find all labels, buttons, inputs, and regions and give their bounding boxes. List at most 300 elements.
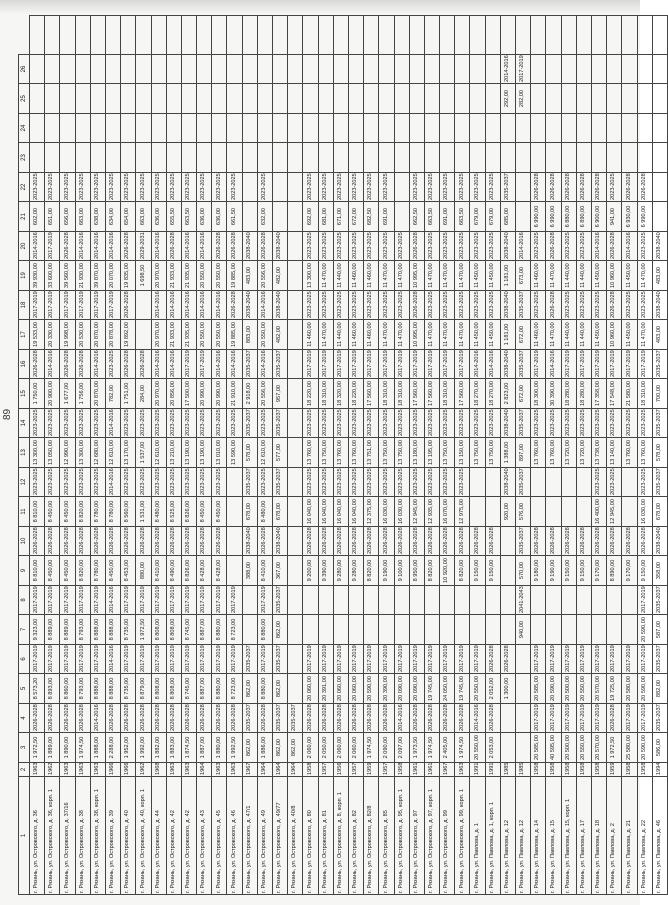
value-cell: 8 810,00 xyxy=(30,497,45,527)
value-cell: 20 585,00 xyxy=(531,733,546,763)
value-cell: 19 533,00 xyxy=(30,320,45,350)
value-cell xyxy=(288,674,303,704)
value-cell xyxy=(561,84,576,114)
value-cell: 20 330,00 xyxy=(45,320,60,350)
value-cell xyxy=(500,733,515,763)
value-cell xyxy=(576,114,591,143)
value-cell: 2017-2019 xyxy=(394,350,409,379)
value-cell: 2023-2025 xyxy=(257,173,272,202)
value-cell: 13 190,00 xyxy=(197,438,212,468)
value-cell: 2026-2028 xyxy=(303,704,318,733)
value-cell: 2017-2019 xyxy=(531,704,546,733)
value-cell: 2023-2025 xyxy=(333,409,348,438)
value-cell: 9 190,00 xyxy=(546,556,561,586)
column-number: 8 xyxy=(19,586,30,615)
table-row xyxy=(637,16,652,895)
value-cell: 2014-2016 xyxy=(90,704,105,733)
value-cell: 2023-2025 xyxy=(424,173,439,202)
value-cell: 2023-2025 xyxy=(197,468,212,497)
value-cell: 39 870,00 xyxy=(90,261,105,291)
value-cell: 2026-2028 xyxy=(227,291,242,320)
value-cell xyxy=(212,55,227,84)
value-cell: 2026-2028 xyxy=(257,527,272,556)
value-cell: 2 050,00 xyxy=(318,733,333,763)
value-cell xyxy=(333,615,348,645)
value-cell: 2017-2019 xyxy=(303,645,318,674)
value-cell xyxy=(485,468,500,497)
value-cell xyxy=(288,468,303,497)
value-cell xyxy=(379,586,394,615)
value-cell: 940,00 xyxy=(516,615,531,645)
value-cell: 8 480,00 xyxy=(257,497,272,527)
value-cell: 18 280,00 xyxy=(561,379,576,409)
value-cell: 2014-2016 xyxy=(151,232,166,261)
value-cell: 2026-2028 xyxy=(257,704,272,733)
table-row xyxy=(90,16,105,895)
value-cell xyxy=(257,114,272,143)
value-cell: 20 390,00 xyxy=(379,674,394,704)
value-cell xyxy=(394,143,409,173)
value-cell xyxy=(45,143,60,173)
value-cell: 691,00 xyxy=(379,202,394,232)
value-cell: 2026-2028 xyxy=(607,291,622,320)
value-cell xyxy=(105,55,120,84)
value-cell xyxy=(516,202,531,232)
year-cell: 1967 xyxy=(440,763,455,777)
value-cell xyxy=(576,468,591,497)
value-cell: 2038-2040 xyxy=(273,291,288,320)
value-cell xyxy=(227,143,242,173)
value-cell: 2023-2025 xyxy=(485,291,500,320)
value-cell: 2035-2037 xyxy=(516,291,531,320)
value-cell xyxy=(379,143,394,173)
value-cell: 2026-2028 xyxy=(455,527,470,556)
value-cell: 1 886,00 xyxy=(257,733,272,763)
value-cell xyxy=(622,114,637,143)
value-cell: 11 450,00 xyxy=(591,261,606,291)
value-cell: 2017-2019 xyxy=(531,645,546,674)
value-cell: 10 960,00 xyxy=(607,320,622,350)
value-cell: 2035-2037 xyxy=(652,704,667,733)
value-cell xyxy=(288,438,303,468)
value-cell: 2023-2025 xyxy=(166,173,181,202)
value-cell: 587,00 xyxy=(652,615,667,645)
value-cell xyxy=(136,291,151,320)
value-cell: 8 450,00 xyxy=(60,556,75,586)
column-number: 24 xyxy=(19,114,30,143)
value-cell: 2026-2028 xyxy=(166,704,181,733)
value-cell: 1 974,50 xyxy=(364,733,379,763)
value-cell xyxy=(500,586,515,615)
value-cell: 2017-2019 xyxy=(45,586,60,615)
value-cell: 483,00 xyxy=(652,261,667,291)
value-cell: 2026-2028 xyxy=(30,527,45,556)
column-number: 20 xyxy=(19,232,30,261)
value-cell: 678,00 xyxy=(652,497,667,527)
value-cell: 2017-2019 xyxy=(197,645,212,674)
value-cell xyxy=(531,468,546,497)
value-cell xyxy=(257,55,272,84)
value-cell: 2026-2028 xyxy=(136,350,151,379)
value-cell: 2014-2016 xyxy=(105,586,120,615)
value-cell: 8 860,00 xyxy=(60,674,75,704)
value-cell: 1 972,50 xyxy=(607,733,622,763)
table-row xyxy=(227,16,242,895)
address-cell: г. Рязань, ул. Островского, д. 95, корп. 1 xyxy=(394,777,409,895)
value-cell: 2023-2025 xyxy=(151,409,166,438)
value-cell xyxy=(181,55,196,84)
value-cell: 20 060,00 xyxy=(333,674,348,704)
value-cell: 11 440,00 xyxy=(576,261,591,291)
year-cell: 1959 xyxy=(364,763,379,777)
value-cell xyxy=(60,55,75,84)
value-cell xyxy=(455,55,470,84)
year-cell: 1991 xyxy=(485,763,500,777)
value-cell: 11 440,00 xyxy=(333,320,348,350)
value-cell: 13 738,00 xyxy=(591,438,606,468)
column-number: 22 xyxy=(19,173,30,202)
value-cell: 1 972,50 xyxy=(136,615,151,645)
value-cell: 2023-2025 xyxy=(90,173,105,202)
year-cell: 1958 xyxy=(576,763,591,777)
value-cell: 1 972,50 xyxy=(30,733,45,763)
value-cell: 20 590,00 xyxy=(364,674,379,704)
value-cell: 8 453,00 xyxy=(121,556,136,586)
value-cell xyxy=(440,586,455,615)
value-cell: 2023-2025 xyxy=(561,232,576,261)
value-cell: 20 970,00 xyxy=(151,320,166,350)
table-row xyxy=(440,16,455,895)
value-cell: 2026-2028 xyxy=(105,704,120,733)
year-cell: 1958 xyxy=(637,763,652,777)
value-cell: 2023-2025 xyxy=(227,173,242,202)
value-cell: 2026-2028 xyxy=(333,527,348,556)
value-cell: 284,00 xyxy=(136,379,151,409)
value-cell: 2014-2016 xyxy=(394,704,409,733)
value-cell: 8 793,00 xyxy=(75,615,90,645)
value-cell xyxy=(45,16,60,55)
value-cell: 8 820,00 xyxy=(364,556,379,586)
address-cell: г. Рязань, ул. Островского, д. 82 xyxy=(348,777,363,895)
value-cell: 2023-2025 xyxy=(45,409,60,438)
value-cell: 2023-2025 xyxy=(364,173,379,202)
value-cell: 2023-2025 xyxy=(455,409,470,438)
value-cell xyxy=(485,497,500,527)
value-cell xyxy=(75,143,90,173)
value-cell: 19 835,00 xyxy=(121,261,136,291)
value-cell xyxy=(288,556,303,586)
value-cell: 11 440,00 xyxy=(561,320,576,350)
value-cell: 2026-2028 xyxy=(485,645,500,674)
value-cell: 2017-2019 xyxy=(90,645,105,674)
value-cell: 2023-2025 xyxy=(303,468,318,497)
value-cell: 8 887,00 xyxy=(197,674,212,704)
value-cell: 578,00 xyxy=(242,438,257,468)
value-cell xyxy=(500,114,515,143)
value-cell: 2023-2025 xyxy=(151,173,166,202)
value-cell: 2026-2028 xyxy=(151,704,166,733)
value-cell: 20 550,00 xyxy=(257,320,272,350)
value-cell: 638,00 xyxy=(90,202,105,232)
value-cell: 2035-2037 xyxy=(273,350,288,379)
value-cell xyxy=(288,143,303,173)
address-cell: г. Рязань, ул. Островского, д. 46 xyxy=(227,777,242,895)
value-cell xyxy=(151,84,166,114)
value-cell: 11 470,00 xyxy=(455,261,470,291)
value-cell: 2017-2019 xyxy=(197,586,212,615)
year-cell: 1963 xyxy=(212,763,227,777)
value-cell: 663,50 xyxy=(424,202,439,232)
value-cell: 2026-2028 xyxy=(348,704,363,733)
value-cell: 2017-2019 xyxy=(424,350,439,379)
value-cell: 8 450,00 xyxy=(45,556,60,586)
table-row xyxy=(333,16,348,895)
value-cell: 16 030,00 xyxy=(637,497,652,527)
value-cell: 10 995,00 xyxy=(409,320,424,350)
value-cell: 13 760,00 xyxy=(333,438,348,468)
value-cell xyxy=(546,55,561,84)
value-cell: 16 040,00 xyxy=(333,497,348,527)
value-cell: 6 880,00 xyxy=(561,202,576,232)
value-cell: 2023-2025 xyxy=(197,409,212,438)
table-row xyxy=(136,16,151,895)
value-cell xyxy=(227,114,242,143)
value-cell: 6 990,00 xyxy=(546,202,561,232)
value-cell xyxy=(409,615,424,645)
value-cell: 2023-2025 xyxy=(30,409,45,438)
value-cell xyxy=(288,409,303,438)
value-cell: 1 531,00 xyxy=(136,497,151,527)
value-cell: 13 170,00 xyxy=(121,438,136,468)
value-cell: 8 888,00 xyxy=(90,674,105,704)
value-cell xyxy=(440,615,455,645)
value-cell: 8 880,00 xyxy=(257,674,272,704)
value-cell: 2026-2028 xyxy=(379,704,394,733)
value-cell xyxy=(105,84,120,114)
year-cell: 1964 xyxy=(197,763,212,777)
value-cell xyxy=(197,84,212,114)
value-cell: 862,00 xyxy=(273,733,288,763)
value-cell: 2023-2025 xyxy=(622,291,637,320)
value-cell: 11 460,00 xyxy=(531,261,546,291)
address-cell: г. Рязань, ул. Островского, д. 39 xyxy=(105,777,120,895)
value-cell xyxy=(424,84,439,114)
value-cell xyxy=(591,615,606,645)
value-cell: 2038-2040 xyxy=(242,527,257,556)
value-cell: 2017-2019 xyxy=(30,586,45,615)
value-cell: 1 698,50 xyxy=(136,261,151,291)
value-cell xyxy=(591,143,606,173)
address-cell: г. Рязань, ул. Павлова, д. 2 xyxy=(607,777,622,895)
value-cell: 8 450,00 xyxy=(197,497,212,527)
value-cell xyxy=(440,55,455,84)
value-cell: 20 550,00 xyxy=(576,733,591,763)
value-cell xyxy=(151,55,166,84)
value-cell xyxy=(288,527,303,556)
value-cell: 2017-2019 xyxy=(394,645,409,674)
value-cell xyxy=(60,114,75,143)
value-cell: 18 220,00 xyxy=(303,379,318,409)
value-cell: 292,00 xyxy=(500,84,515,114)
value-cell: 2026-2028 xyxy=(75,350,90,379)
value-cell: 2023-2025 xyxy=(379,409,394,438)
value-cell: 11 470,00 xyxy=(394,261,409,291)
value-cell: 2017-2019 xyxy=(607,350,622,379)
value-cell: 2026-2028 xyxy=(45,527,60,556)
value-cell xyxy=(288,320,303,350)
value-cell xyxy=(394,55,409,84)
value-cell xyxy=(394,173,409,202)
value-cell xyxy=(227,84,242,114)
address-cell: г. Рязань, ул. Павлова, д. 17 xyxy=(576,777,591,895)
value-cell: 21 910,00 xyxy=(227,379,242,409)
value-cell xyxy=(500,556,515,586)
value-cell xyxy=(121,84,136,114)
address-cell: г. Рязань, ул. Павлова, д. 21 xyxy=(622,777,637,895)
value-cell: 18 310,00 xyxy=(379,379,394,409)
value-cell: 2026-2028 xyxy=(45,704,60,733)
value-cell: 2017-2019 xyxy=(561,350,576,379)
value-cell: 2017-2019 xyxy=(166,645,181,674)
value-cell xyxy=(136,55,151,84)
value-cell: 2014-2016 xyxy=(257,291,272,320)
value-cell: 2026-2028 xyxy=(531,173,546,202)
value-cell: 862,00 xyxy=(273,615,288,645)
value-cell xyxy=(485,84,500,114)
value-cell xyxy=(637,84,652,114)
value-cell: 2026-2028 xyxy=(576,527,591,556)
value-cell: 1 889,00 xyxy=(45,733,60,763)
value-cell: 1 751,00 xyxy=(121,379,136,409)
value-cell: 2023-2025 xyxy=(546,409,561,438)
value-cell: 11 470,00 xyxy=(394,320,409,350)
column-number: 25 xyxy=(19,84,30,114)
value-cell: 20 990,00 xyxy=(197,379,212,409)
value-cell: 2014-2016 xyxy=(197,232,212,261)
value-cell: 2026-2028 xyxy=(637,527,652,556)
value-cell: 8 820,00 xyxy=(424,556,439,586)
value-cell xyxy=(546,143,561,173)
value-cell: 692,00 xyxy=(303,202,318,232)
value-cell xyxy=(333,114,348,143)
value-cell: 11 460,00 xyxy=(364,320,379,350)
value-cell: 18 320,00 xyxy=(333,379,348,409)
value-cell: 13 190,00 xyxy=(181,438,196,468)
value-cell: 20 391,00 xyxy=(318,674,333,704)
address-cell: г. Рязань, ул. Островского, д. 80 xyxy=(303,777,318,895)
address-cell: г. Рязань, ул. Павлова, д. 1 xyxy=(470,777,485,895)
value-cell: 2023-2025 xyxy=(591,291,606,320)
value-cell: 941,00 xyxy=(607,202,622,232)
value-cell xyxy=(348,586,363,615)
value-cell: 2023-2025 xyxy=(424,468,439,497)
value-cell xyxy=(637,114,652,143)
value-cell: 2017-2019 xyxy=(181,586,196,615)
year-cell: 1991 xyxy=(470,763,485,777)
value-cell: 2014-2016 xyxy=(151,350,166,379)
value-cell: 2026-2028 xyxy=(121,291,136,320)
table-row xyxy=(105,16,120,895)
value-cell: 2023-2025 xyxy=(30,468,45,497)
value-cell: 13 751,00 xyxy=(364,438,379,468)
value-cell: 2017-2019 xyxy=(364,645,379,674)
value-cell xyxy=(409,16,424,55)
value-cell xyxy=(379,114,394,143)
value-cell xyxy=(227,527,242,556)
column-number: 4 xyxy=(19,704,30,733)
value-cell: 2026-2028 xyxy=(561,173,576,202)
value-cell: 2038-2040 xyxy=(242,291,257,320)
value-cell: 13 750,00 xyxy=(440,438,455,468)
value-cell xyxy=(288,350,303,379)
value-cell xyxy=(105,16,120,55)
value-cell: 2035-2037 xyxy=(273,468,288,497)
value-cell xyxy=(136,114,151,143)
value-cell: 483,00 xyxy=(652,320,667,350)
address-cell: г. Рязань, ул. Островского, д. 42 xyxy=(166,777,181,895)
value-cell: 2023-2025 xyxy=(166,409,181,438)
value-cell: 16 040,00 xyxy=(318,497,333,527)
value-cell: 2026-2028 xyxy=(364,527,379,556)
value-cell: 2026-2028 xyxy=(318,527,333,556)
value-cell: 2026-2028 xyxy=(60,704,75,733)
column-number: 10 xyxy=(19,527,30,556)
column-number: 18 xyxy=(19,291,30,320)
value-cell: 2023-2025 xyxy=(485,232,500,261)
value-cell: 2017-2019 xyxy=(561,704,576,733)
value-cell: 2023-2025 xyxy=(637,291,652,320)
value-cell: 8 723,00 xyxy=(227,674,242,704)
value-cell xyxy=(121,143,136,173)
value-cell: 11 440,00 xyxy=(576,320,591,350)
value-cell: 16 040,00 xyxy=(348,497,363,527)
value-cell: 13 760,00 xyxy=(531,438,546,468)
year-cell: 1961 xyxy=(409,763,424,777)
value-cell: 2023-2025 xyxy=(440,232,455,261)
value-cell xyxy=(516,114,531,143)
value-cell: 2014-2016 xyxy=(105,232,120,261)
value-cell xyxy=(424,114,439,143)
value-cell xyxy=(212,114,227,143)
value-cell: 2 060,00 xyxy=(333,733,348,763)
value-cell: 2023-2025 xyxy=(561,291,576,320)
value-cell: 2023-2025 xyxy=(90,468,105,497)
address-cell: г. Рязань, ул. Островского, д. 38 xyxy=(75,777,90,895)
value-cell: 2023-2025 xyxy=(394,232,409,261)
value-cell: 11 470,00 xyxy=(379,261,394,291)
value-cell xyxy=(364,615,379,645)
value-cell: 1 974,50 xyxy=(455,733,470,763)
value-cell: 862,00 xyxy=(273,674,288,704)
value-cell: 2023-2025 xyxy=(318,409,333,438)
value-cell: 2017-2019 xyxy=(637,704,652,733)
value-cell: 2023-2025 xyxy=(121,409,136,438)
value-cell: 2 288,00 xyxy=(105,733,120,763)
value-cell xyxy=(546,615,561,645)
value-cell: 39 930,00 xyxy=(30,261,45,291)
value-cell: 20 590,00 xyxy=(546,674,561,704)
value-cell: 17 358,00 xyxy=(591,379,606,409)
value-cell: 2038-2040 xyxy=(273,527,288,556)
value-cell: 8 450,00 xyxy=(105,556,120,586)
table-row xyxy=(257,16,272,895)
value-cell: 2014-2016 xyxy=(591,232,606,261)
value-cell xyxy=(90,16,105,55)
value-cell: 11 470,00 xyxy=(440,320,455,350)
value-cell: 2026-2028 xyxy=(622,527,637,556)
value-cell: 1 677,00 xyxy=(60,379,75,409)
value-cell xyxy=(242,114,257,143)
